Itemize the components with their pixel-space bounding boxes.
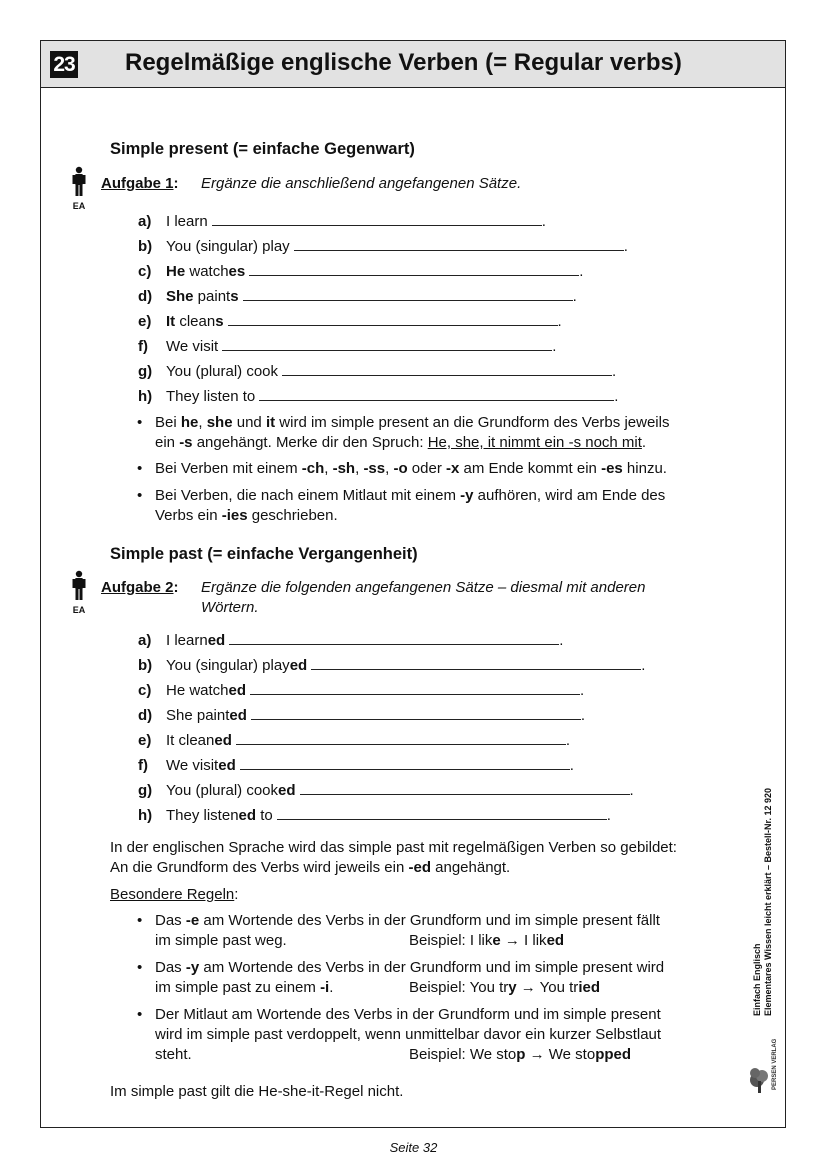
badge-ea: EA [72,201,86,211]
worksheet-number: 23 [50,51,78,78]
answer-line[interactable] [236,730,566,745]
exercise-2-c: c) He watched . [138,682,585,699]
special-rule-3: • Der Mitlaut am Wortende des Verbs in der Grundform und im simple present wird im simple past verdoppelt, wenn unmittelbar davor ein kurzer Selbstlaut steht. Beispiel: We stop → We stopped [137,1006,662,1063]
exercise-1-b: b) You (singular) play . [138,238,628,255]
exercise-2-g: g) You (plural) cooked . [138,782,634,799]
special-rule-1: • Das -e am Wortende des Verbs in der Grundform und im simple present fällt im simple past weg. Beispiel: I like → I liked [137,912,660,949]
task-2: Aufgabe 2: Ergänze die folgenden angefangenen Sätze – diesmal mit anderen Wörtern. [101,579,646,616]
answer-line[interactable] [212,211,542,226]
worksheet-header [41,41,785,88]
explanation-paragraph: In der englischen Sprache wird das simple past mit regelmäßigen Verben so gebildet: An die Grundform des Verbs wird jeweils ein -ed angehängt. [110,839,677,876]
example-2: Beispiel: You try → You tried [409,979,600,996]
exercise-1-g: g) You (plural) cook . [138,363,617,380]
rule-1: • Bei he, she und it wird im simple present an die Grundform des Verbs jeweils ein -s angehängt. Merke dir den Spruch: He, she, it nimmt ein -s noch mit. [137,414,670,451]
answer-line[interactable] [251,705,581,720]
task-1: Aufgabe 1: Ergänze die anschließend angefangenen Sätze. [101,175,522,192]
answer-line[interactable] [229,630,559,645]
exercise-2-h: h) They listened to . [138,807,611,824]
answer-line[interactable] [250,680,580,695]
answer-line[interactable] [277,805,607,820]
answer-line[interactable] [311,655,641,670]
exercise-1-c: c) He watches . [138,263,584,280]
exercise-1-a: a) I learn . [138,213,546,230]
page-number: Seite 32 [389,1140,438,1155]
exercise-1-e: e) It cleans . [138,313,562,330]
exercise-1-d: d) She paints . [138,288,577,305]
section-heading-simple-past: Simple past (= einfache Vergangenheit) [110,545,418,563]
worksheet-title: Regelmäßige englische Verben (= Regular verbs) [125,49,682,76]
publisher-logo [748,1018,782,1096]
exercise-1-f: f) We visit . [138,338,557,355]
publisher-logo-text: PERSEN VERLAG [772,1038,778,1090]
special-rule-2: • Das -y am Wortende des Verbs in der Grundform und im simple present wird im simple past zu einem -i. Beispiel: You try → You tried [137,959,665,996]
exercise-2-a: a) I learned . [138,632,564,649]
task-1-instruction: Ergänze die anschließend angefangenen Sätze. [201,175,522,192]
section-heading-simple-present: Simple present (= einfache Gegenwart) [110,140,415,158]
example-3: Beispiel: We stop → We stopped [409,1046,632,1063]
task-2-label: Aufgabe 2 [101,579,174,596]
answer-line[interactable] [282,361,612,376]
exercise-2-f: f) We visited . [138,757,574,774]
example-1: Beispiel: I like → I liked [409,932,565,949]
answer-line[interactable] [249,261,579,276]
answer-line[interactable] [243,286,573,301]
single-work-icon [70,166,88,211]
badge-ea: EA [72,605,86,615]
answer-line[interactable] [294,236,624,251]
answer-line[interactable] [259,386,614,401]
task-1-label: Aufgabe 1 [101,175,174,192]
answer-line[interactable] [300,780,630,795]
exercise-2-e: e) It cleaned . [138,732,571,749]
rule-2: • Bei Verben mit einem -ch, -sh, -ss, -o oder -x am Ende kommt ein -es hinzu. [137,460,667,477]
answer-line[interactable] [228,311,558,326]
single-work-icon [70,570,88,615]
rule-3: • Bei Verben, die nach einem Mitlaut mit einem -y aufhören, wird am Ende des Verbs ein -ies geschrieben. [137,487,666,524]
special-rules-heading: Besondere Regeln: [110,886,239,903]
publisher-text: Einfach Englisch Elementares Wissen leicht erklärt – Bestell-Nr. 12 920 [752,787,773,1016]
final-note: Im simple past gilt die He-she-it-Regel nicht. [110,1083,404,1100]
task-2-instruction: Ergänze die folgenden angefangenen Sätze – diesmal mit anderen Wörtern. [201,579,646,616]
answer-line[interactable] [222,336,552,351]
publisher-sidebar [748,756,788,1096]
exercise-1-h: h) They listen to . [138,388,619,405]
exercise-2-d: d) She painted . [138,707,586,724]
answer-line[interactable] [240,755,570,770]
exercise-2-b: b) You (singular) played . [138,657,646,674]
